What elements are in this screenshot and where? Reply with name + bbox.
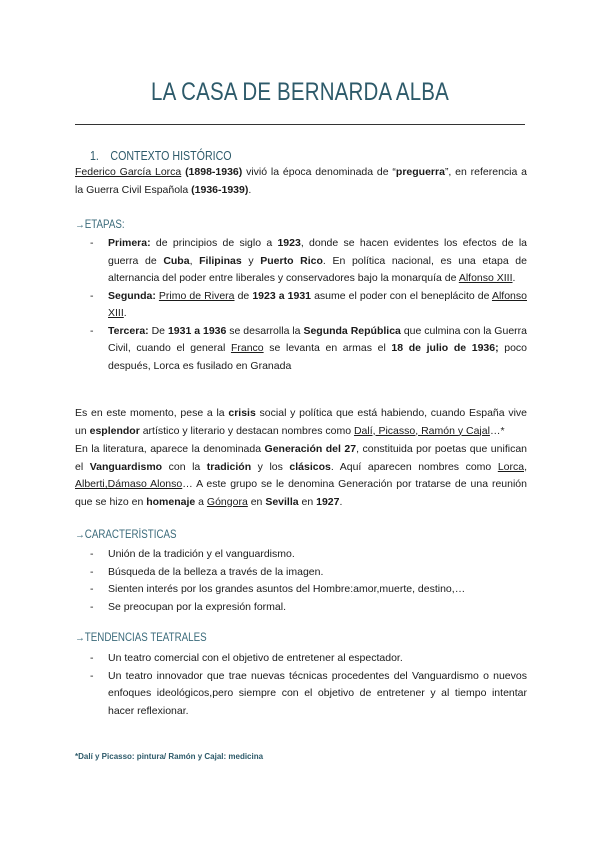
document-title: LA CASA DE BERNARDA ALBA (151, 78, 449, 106)
list-item: - Un teatro innovador que trae nuevas técnicas procedentes del Vanguardismo o nuevos enfoques ideológicos,pero siempre con el objetivo de entretener y al tiempo intentar hacer reflexionar. (75, 668, 527, 721)
tendencias-list (75, 650, 527, 720)
tendencias-heading: →TENDENCIAS TEATRALES (75, 632, 207, 644)
author-name: Federico García Lorca (75, 166, 182, 178)
paragraph-momento: Es en este momento, pese a la crisis social y política que está habiendo, cuando España vive un esplendor artístico y literario y destacan nombres como Dalí, Picasso, Ramón y Cajal…* (75, 407, 528, 437)
etapas-heading: →ETAPAS: (75, 219, 125, 231)
list-item: - Unión de la tradición y el vanguardismo. (75, 546, 527, 564)
section-heading-contexto (90, 148, 232, 163)
intro-paragraph: Federico García Lorca (1898-1936) vivió la época denominada de “preguerra”, en referencia a la Guerra Civil Española (1936-1939). (75, 166, 527, 196)
list-item: - Tercera: De 1931 a 1936 se desarrolla la Segunda República que culmina con la Guerra Civil, cuando el general Franco se levanta en armas el 18 de julio de 1936; poco después, Lorca es fusilado en Granada (75, 323, 527, 376)
section-number: 1. (90, 148, 99, 163)
list-item: - Segunda: Primo de Rivera de 1923 a 1931 asume el poder con el beneplácito de Alfonso XIII. (75, 288, 527, 323)
title-divider (75, 124, 525, 125)
list-item: - Sienten interés por los grandes asuntos del Hombre:amor,muerte, destino,… (75, 581, 527, 599)
section-title: CONTEXTO HISTÓRICO (110, 148, 232, 163)
footnote: *Dalí y Picasso: pintura/ Ramón y Cajal: medicina (75, 752, 264, 761)
paragraph-generacion: En la literatura, aparece la denominada Generación del 27, constituida por poetas que unifican el Vanguardismo con la tradición y los clásicos. Aquí aparecen nombres como Lorca, Alberti,Dámaso Alonso… A este grupo se le denomina Generación por tratarse de una reunión que se hizo en homenaje a Góngora en Sevilla en 1927. (75, 443, 527, 508)
caracteristicas-list (75, 546, 527, 616)
list-item: - Primera: de principios de siglo a 1923, donde se hacen evidentes los efectos de la guerra de Cuba, Filipinas y Puerto Rico. En política nacional, es una etapa de alternancia del poder entre liberales y conservadores bajo la monarquía de Alfonso XIII. (75, 235, 527, 288)
caracteristicas-heading: →CARACTERÍSTICAS (75, 529, 177, 541)
etapas-list (75, 235, 527, 375)
list-item: - Búsqueda de la belleza a través de la imagen. (75, 564, 527, 582)
list-item: - Un teatro comercial con el objetivo de entretener al espectador. (75, 650, 527, 668)
list-item: - Se preocupan por la expresión formal. (75, 599, 527, 617)
